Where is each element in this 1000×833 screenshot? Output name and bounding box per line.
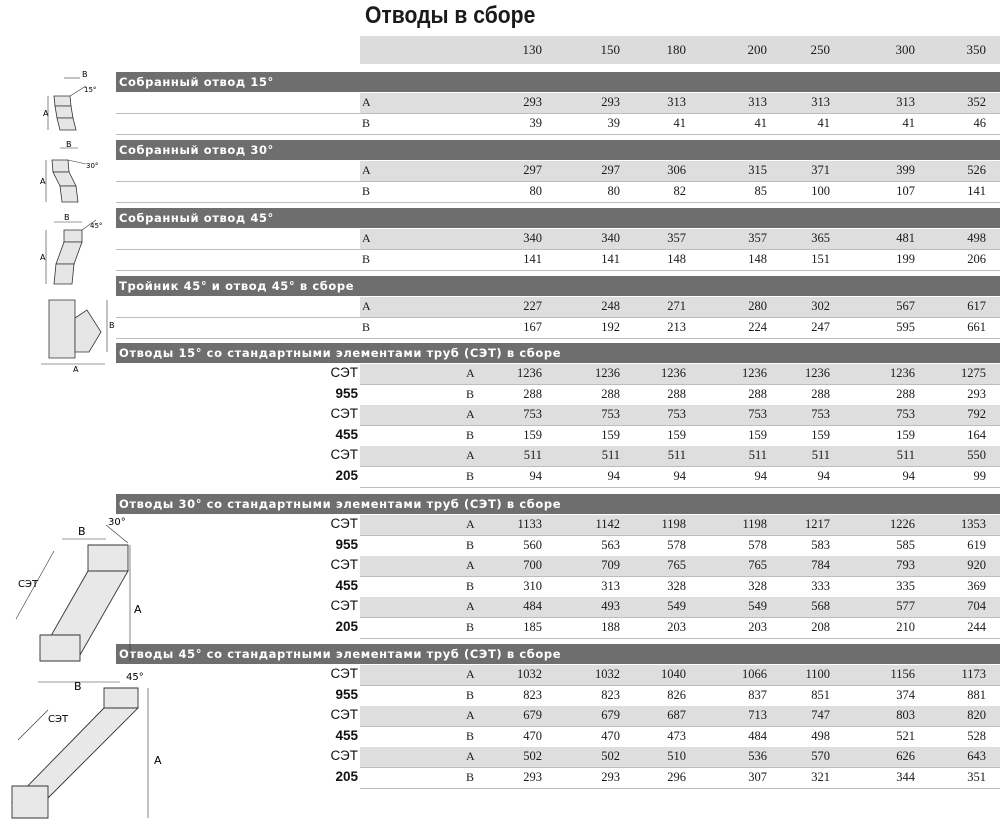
table-cell: 765: [748, 558, 767, 573]
table-cell: 296: [667, 770, 686, 784]
section-title: Собранный отвод 30°: [116, 140, 1000, 160]
table-cell: 328: [667, 578, 686, 593]
row-label: A: [466, 366, 475, 380]
row-label: A: [466, 558, 475, 573]
table-cell: 1198: [742, 517, 767, 531]
table-cell: 820: [967, 708, 986, 723]
table-cell: 1032: [517, 667, 542, 681]
table-cell: 679: [601, 708, 620, 723]
table-cell: 307: [748, 770, 767, 784]
table-cell: 185: [523, 620, 542, 634]
section-title: Отводы 30° со стандартными элементами труб (СЭТ) в сборе: [116, 494, 1000, 514]
row-label: A: [466, 599, 475, 614]
row-divider: [360, 726, 1000, 727]
table-cell: 498: [967, 231, 986, 245]
table-cell: 369: [967, 578, 986, 593]
set-label: 205: [335, 468, 358, 483]
table-cell: 1226: [890, 517, 915, 531]
row-label: B: [466, 537, 475, 552]
size-header-cell: 130: [522, 42, 542, 57]
table-cell: 502: [601, 749, 620, 764]
table-cell: 41: [754, 116, 767, 130]
table-cell: 550: [967, 448, 986, 463]
row-label: B: [466, 427, 475, 442]
table-cell: 306: [667, 163, 686, 177]
table-cell: 583: [811, 537, 830, 552]
row-divider: [360, 466, 1000, 467]
table-cell: 510: [667, 749, 686, 764]
table-cell: 94: [754, 469, 767, 483]
table-cell: 498: [811, 728, 830, 743]
table-cell: 357: [667, 231, 686, 245]
table-cell: 39: [607, 116, 620, 130]
table-cell: 1217: [805, 517, 830, 531]
table-cell: 679: [523, 708, 542, 723]
row-label: A: [466, 517, 475, 531]
table-cell: 560: [523, 537, 542, 552]
table-cell: 920: [967, 558, 986, 573]
table-cell: 340: [523, 231, 542, 245]
set-45-diagram: [8, 668, 168, 828]
table-cell: 713: [748, 708, 767, 723]
section-title: Тройник 45° и отвод 45° в сборе: [116, 276, 1000, 296]
set-45-set-label: СЭТ: [48, 714, 69, 725]
table-cell: 536: [748, 749, 767, 764]
table-cell: 293: [523, 770, 542, 784]
table-cell: 333: [811, 578, 830, 593]
row-label: A: [466, 448, 475, 463]
set-label: 205: [335, 619, 358, 634]
table-cell: 107: [896, 184, 915, 198]
table-cell: 753: [896, 407, 915, 422]
row-label: B: [362, 184, 371, 198]
row-label: B: [362, 252, 371, 266]
table-cell: 823: [601, 687, 620, 702]
table-cell: 511: [748, 448, 767, 463]
table-cell: 203: [748, 620, 767, 634]
table-cell: 297: [523, 163, 542, 177]
table-cell: 619: [967, 537, 986, 552]
row-divider: [360, 617, 1000, 618]
table-cell: 1236: [661, 366, 686, 380]
table-cell: 280: [748, 299, 767, 313]
table-cell: 357: [748, 231, 767, 245]
table-cell: 82: [673, 184, 686, 198]
table-cell: 784: [811, 558, 830, 573]
table-cell: 80: [529, 184, 542, 198]
table-cell: 700: [523, 558, 542, 573]
set-label: 955: [335, 686, 358, 702]
elbow-45-a-label: A: [40, 253, 46, 262]
set-30-angle-label: 30°: [108, 517, 126, 528]
table-cell: 1236: [890, 366, 915, 380]
table-cell: 94: [607, 469, 620, 483]
table-cell: 293: [967, 386, 986, 401]
table-cell: 159: [601, 427, 620, 442]
table-cell: 208: [811, 620, 830, 634]
table-cell: 288: [896, 386, 915, 401]
row-divider: [360, 788, 1000, 789]
table-cell: 159: [667, 427, 686, 442]
table-cell: 1198: [661, 517, 686, 531]
row-label: B: [466, 770, 475, 784]
table-cell: 210: [896, 620, 915, 634]
table-cell: 626: [896, 749, 915, 764]
size-header-cell: 350: [966, 42, 986, 57]
table-cell: 365: [811, 231, 830, 245]
table-cell: 511: [601, 448, 620, 463]
table-cell: 1066: [742, 667, 767, 681]
set-label: 455: [335, 727, 358, 743]
row-divider: [360, 487, 1000, 488]
table-cell: 313: [748, 95, 767, 109]
row-divider: [360, 425, 1000, 426]
table-cell: 753: [523, 407, 542, 422]
table-cell: 521: [896, 728, 915, 743]
table-cell: 577: [896, 599, 915, 614]
table-cell: 851: [811, 687, 830, 702]
table-cell: 1236: [595, 366, 620, 380]
table-cell: 159: [896, 427, 915, 442]
row-divider: [360, 535, 1000, 536]
table-cell: 1236: [517, 366, 542, 380]
table-cell: 617: [967, 299, 986, 313]
table-cell: 374: [896, 687, 915, 702]
table-cell: 148: [748, 252, 767, 266]
table-cell: 1100: [805, 667, 830, 681]
table-cell: 351: [967, 770, 986, 784]
row-divider: [116, 270, 1000, 271]
table-cell: 99: [973, 469, 986, 483]
row-label: B: [466, 578, 475, 593]
table-cell: 46: [973, 116, 986, 130]
table-cell: 288: [667, 386, 686, 401]
table-cell: 470: [601, 728, 620, 743]
table-cell: 302: [811, 299, 830, 313]
row-label: B: [466, 687, 475, 702]
table-cell: 826: [667, 687, 686, 702]
table-cell: 159: [523, 427, 542, 442]
table-cell: 567: [896, 299, 915, 313]
table-cell: 288: [748, 386, 767, 401]
table-cell: 199: [896, 252, 915, 266]
table-cell: 511: [667, 448, 686, 463]
table-cell: 293: [601, 95, 620, 109]
set-30-diagram: [10, 515, 145, 665]
set-label: 455: [335, 426, 358, 442]
set-label: СЭТ: [330, 406, 358, 422]
size-header-cell: 150: [600, 42, 620, 57]
table-cell: 753: [601, 407, 620, 422]
table-cell: 41: [673, 116, 686, 130]
table-cell: 578: [667, 537, 686, 552]
size-header-cell: 200: [747, 42, 767, 57]
table-cell: 484: [748, 728, 767, 743]
set-label: 455: [335, 577, 358, 593]
table-cell: 148: [667, 252, 686, 266]
elbow-30-a-label: A: [40, 177, 46, 186]
table-cell: 753: [667, 407, 686, 422]
elbow-30-diagram: [38, 140, 108, 212]
table-cell: 1032: [595, 667, 620, 681]
table-cell: 164: [967, 427, 986, 442]
table-cell: 709: [601, 558, 620, 573]
row-label: B: [466, 620, 475, 634]
table-cell: 399: [896, 163, 915, 177]
table-cell: 661: [967, 320, 986, 334]
table-cell: 80: [607, 184, 620, 198]
table-cell: 1275: [961, 366, 986, 380]
table-cell: 643: [967, 749, 986, 764]
elbow-15-angle-label: 15°: [84, 86, 97, 94]
size-header-row: [360, 36, 1000, 64]
row-label: A: [466, 749, 475, 764]
table-cell: 1156: [890, 667, 915, 681]
set-45-b-label: B: [74, 680, 82, 693]
elbow-15-diagram: [40, 70, 110, 140]
row-label: B: [362, 320, 371, 334]
set-45-angle-label: 45°: [126, 672, 144, 683]
elbow-45-b-label: B: [64, 213, 70, 222]
table-cell: 41: [817, 116, 830, 130]
table-cell: 753: [811, 407, 830, 422]
set-30-a-label: A: [134, 603, 142, 616]
table-cell: 244: [967, 620, 986, 634]
table-cell: 94: [902, 469, 915, 483]
table-cell: 288: [523, 386, 542, 401]
table-cell: 151: [811, 252, 830, 266]
table-cell: 39: [529, 116, 542, 130]
table-cell: 585: [896, 537, 915, 552]
table-cell: 159: [748, 427, 767, 442]
table-cell: 1236: [805, 366, 830, 380]
row-label: A: [362, 163, 371, 177]
elbow-30-angle-label: 30°: [86, 162, 99, 170]
table-cell: 526: [967, 163, 986, 177]
table-cell: 881: [967, 687, 986, 702]
table-cell: 803: [896, 708, 915, 723]
table-cell: 188: [601, 620, 620, 634]
table-cell: 1040: [661, 667, 686, 681]
elbow-15-a-label: A: [43, 109, 49, 118]
table-cell: 481: [896, 231, 915, 245]
row-label: B: [466, 728, 475, 743]
table-cell: 94: [817, 469, 830, 483]
set-label: СЭТ: [330, 748, 358, 764]
table-cell: 224: [748, 320, 767, 334]
table-cell: 837: [748, 687, 767, 702]
row-label: A: [362, 299, 371, 313]
row-label: A: [466, 708, 475, 723]
row-label: B: [466, 469, 475, 483]
table-cell: 293: [601, 770, 620, 784]
elbow-45-angle-label: 45°: [90, 222, 103, 230]
row-label: B: [466, 386, 475, 401]
table-cell: 1236: [742, 366, 767, 380]
set-label: СЭТ: [330, 516, 358, 531]
table-cell: 85: [754, 184, 767, 198]
set-label: 955: [335, 536, 358, 552]
table-cell: 470: [523, 728, 542, 743]
table-cell: 502: [523, 749, 542, 764]
row-divider: [360, 638, 1000, 639]
table-cell: 297: [601, 163, 620, 177]
table-cell: 192: [601, 320, 620, 334]
table-cell: 371: [811, 163, 830, 177]
table-cell: 141: [523, 252, 542, 266]
table-cell: 94: [529, 469, 542, 483]
table-cell: 248: [601, 299, 620, 313]
section-title: Отводы 15° со стандартными элементами труб (СЭТ) в сборе: [116, 343, 1000, 363]
size-header-cell: 300: [895, 42, 915, 57]
table-cell: 578: [748, 537, 767, 552]
table-cell: 1353: [961, 517, 986, 531]
table-cell: 141: [967, 184, 986, 198]
table-cell: 159: [811, 427, 830, 442]
set-label: СЭТ: [330, 598, 358, 614]
table-cell: 704: [967, 599, 986, 614]
table-cell: 765: [667, 558, 686, 573]
size-header-cell: 250: [810, 42, 830, 57]
row-divider: [116, 134, 1000, 135]
set-label: СЭТ: [330, 557, 358, 573]
table-cell: 293: [523, 95, 542, 109]
table-cell: 41: [902, 116, 915, 130]
table-cell: 528: [967, 728, 986, 743]
table-cell: 213: [667, 320, 686, 334]
set-label: СЭТ: [330, 707, 358, 723]
set-label: 205: [335, 769, 358, 784]
elbow-30-b-label: B: [66, 140, 72, 149]
table-cell: 335: [896, 578, 915, 593]
table-cell: 473: [667, 728, 686, 743]
table-cell: 484: [523, 599, 542, 614]
row-divider: [360, 384, 1000, 385]
table-cell: 1173: [961, 667, 986, 681]
table-cell: 94: [673, 469, 686, 483]
table-cell: 687: [667, 708, 686, 723]
table-cell: 315: [748, 163, 767, 177]
set-label: СЭТ: [330, 365, 358, 380]
row-divider: [360, 767, 1000, 768]
table-cell: 352: [967, 95, 986, 109]
set-30-set-label: СЭТ: [18, 579, 39, 590]
row-divider: [360, 576, 1000, 577]
table-cell: 203: [667, 620, 686, 634]
row-divider: [116, 338, 1000, 339]
row-label: A: [466, 667, 475, 681]
row-label: A: [362, 95, 371, 109]
row-label: B: [362, 116, 371, 130]
section-title: Собранный отвод 15°: [116, 72, 1000, 92]
table-cell: 1133: [517, 517, 542, 531]
elbow-15-b-label: B: [82, 70, 88, 79]
table-cell: 313: [811, 95, 830, 109]
table-cell: 206: [967, 252, 986, 266]
table-cell: 310: [523, 578, 542, 593]
table-cell: 271: [667, 299, 686, 313]
table-cell: 511: [896, 448, 915, 463]
table-cell: 753: [748, 407, 767, 422]
tee-45-b-label: B: [109, 321, 115, 330]
row-divider: [360, 685, 1000, 686]
table-cell: 511: [811, 448, 830, 463]
table-cell: 313: [896, 95, 915, 109]
row-label: A: [466, 407, 475, 422]
table-cell: 793: [896, 558, 915, 573]
size-header-cell: 180: [666, 42, 686, 57]
table-cell: 313: [667, 95, 686, 109]
table-cell: 328: [748, 578, 767, 593]
table-cell: 344: [896, 770, 915, 784]
set-45-a-label: A: [154, 754, 162, 767]
table-cell: 100: [811, 184, 830, 198]
table-cell: 288: [811, 386, 830, 401]
table-cell: 141: [601, 252, 620, 266]
table-cell: 227: [523, 299, 542, 313]
table-cell: 570: [811, 749, 830, 764]
table-cell: 549: [667, 599, 686, 614]
table-cell: 549: [748, 599, 767, 614]
tee-45-diagram: [35, 292, 117, 372]
table-cell: 247: [811, 320, 830, 334]
set-30-b-label: B: [78, 525, 86, 538]
set-label: 955: [335, 385, 358, 401]
row-divider: [116, 202, 1000, 203]
section-title: Отводы 45° со стандартными элементами труб (СЭТ) в сборе: [116, 644, 1000, 664]
page-title: Отводы в сборе: [365, 2, 536, 29]
section-title: Собранный отвод 45°: [116, 208, 1000, 228]
table-cell: 321: [811, 770, 830, 784]
table-cell: 747: [811, 708, 830, 723]
table-cell: 288: [601, 386, 620, 401]
table-cell: 1142: [595, 517, 620, 531]
table-cell: 568: [811, 599, 830, 614]
row-label: A: [362, 231, 371, 245]
table-cell: 823: [523, 687, 542, 702]
elbow-45-diagram: [38, 212, 110, 292]
table-cell: 595: [896, 320, 915, 334]
set-label: СЭТ: [330, 666, 358, 681]
tee-45-a-label: A: [73, 365, 79, 372]
table-cell: 340: [601, 231, 620, 245]
table-cell: 313: [601, 578, 620, 593]
table-cell: 792: [967, 407, 986, 422]
table-cell: 493: [601, 599, 620, 614]
table-cell: 563: [601, 537, 620, 552]
table-cell: 167: [523, 320, 542, 334]
set-label: СЭТ: [330, 447, 358, 463]
table-cell: 511: [523, 448, 542, 463]
